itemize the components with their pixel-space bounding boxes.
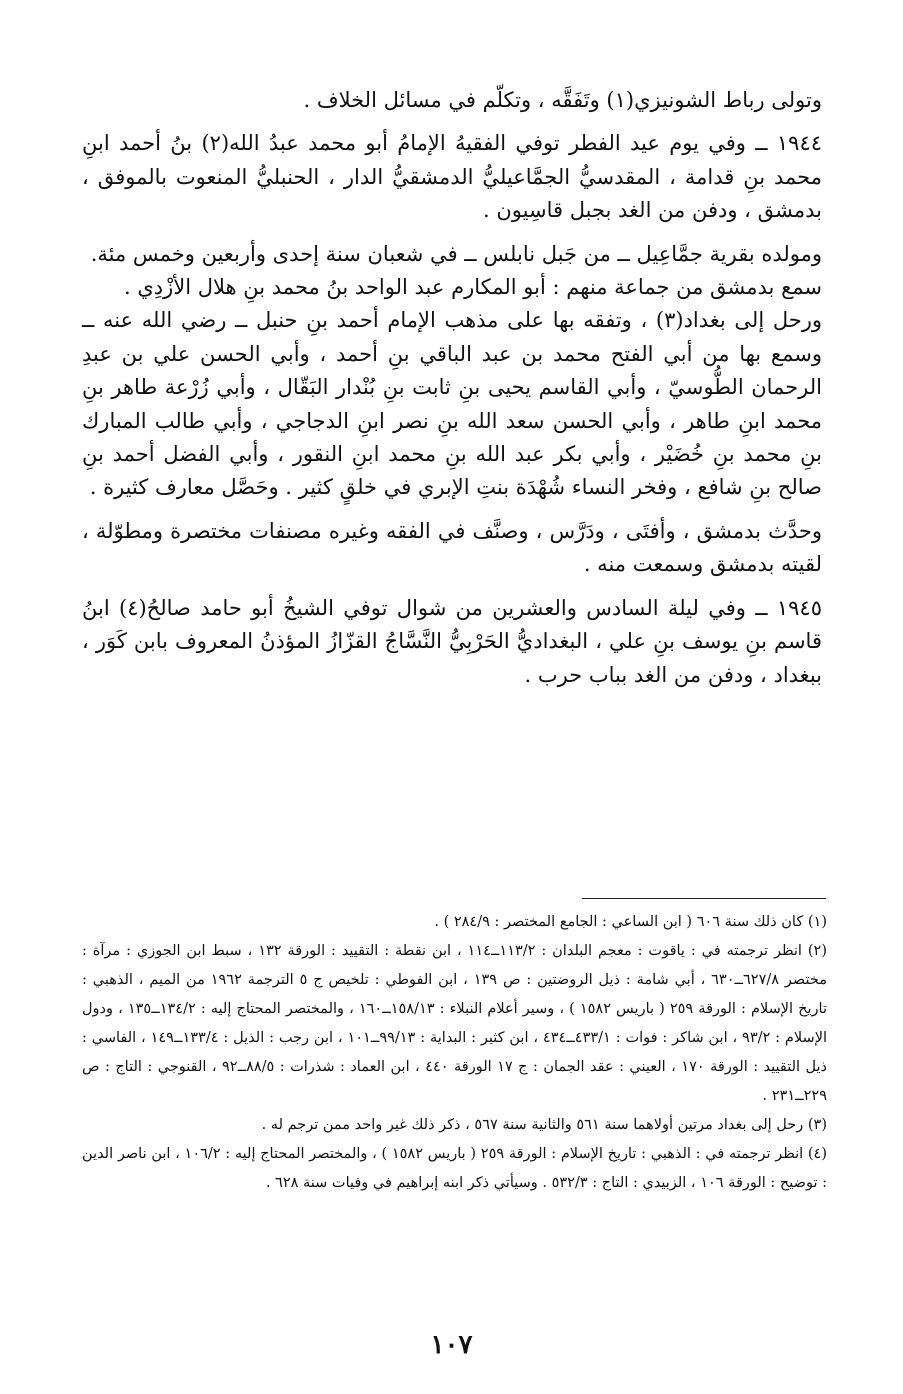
paragraph-entry-1944: ١٩٤٤ ــ وفي يوم عيد الفطر توفي الفقيهُ الإمامُ أبو محمد عبدُ الله(٢) بنُ أحمد ابنِ محمد بنِ قدامة ، المقدسيُّ الجمَّاعيليُّ الدمشقيُّ الدار ، الحنبليُّ المنعوت بالموفق ، بدمشق ، ودفن من الغد بجبل قاسِيون . [82, 131, 823, 223]
footnote-3: (٣) رحل إلى بغداد مرتين أولاهما سنة ٥٦١ والثانية سنة ٥٦٧ ، ذكر ذلك غير واحد ممن ترجم له . [261, 1117, 827, 1133]
paragraph-1: وتولى رباط الشونيزي(١) وتَفَقَّه ، وتكلّم في مسائل الخلاف . [303, 88, 822, 112]
page-number: ١٠٧ [430, 1330, 473, 1360]
footnote-1: (١) كان ذلك سنة ٦٠٦ ( ابن الساعي : الجامع المختصر : ٢٨٤/٩ ) . [434, 914, 827, 930]
footnote-separator [582, 898, 826, 899]
paragraph-teachers: سمع بدمشق من جماعة منهم : أبو المكارم عبد الواحد بنُ محمد بنِ هلال الأزْدِي . [123, 275, 822, 300]
paragraph-teaching: وحدَّث بدمشق ، وأفتَى ، ودَرَّس ، وصنَّف في الفقه وغيره مصنفات مختصرة ومطوّلة ، لقيته بدمشق وسمعت منه . [82, 518, 822, 577]
footnote-2: (٢) انظر ترجمته في : ياقوت : معجم البلدان : ١١٣/٢ــ١١٤ ، ابن نقطة : التقييد : الورقة ١٣٢ ، سبط ابن الجوزي : مرآة : مختصر ٦٢٧/٨ــ٦٣٠ ، أبي شامة : ذيل الروضتين : ص ١٣٩ ، ابن الفوطي : تلخيص ج ٥ الترجمة ١٩٦٢ من الميم ، الذهبي : تاريخ الإسلام : الورقة ٢٥٩ ( باريس ١٥٨٢ ) ، وسير أعلام النبلاء : ١٥٨/١٣ــ١٦٠ ، والمختصر المحتاج إليه : ١٣٤/٢ــ١٣٥ ، ودول الإسلام : ٩٣/٢ ، ابن شاكر : فوات : ٤٣٣/١ــ٤٣٤ ، ابن كثير : البداية : ٩٩/١٣ــ١٠١ ، ابن رجب : الذيل : ١٣٣/٤ــ١٤٩ ، الفاسي : ذيل التقييد : الورقة ١٧٠ ، العيني : عقد الجمان : ج ١٧ الورقة ٤٤٠ ، ابن العماد : شذرات : ٨٨/٥ــ٩٢ ، القنوجي : التاج : ص ٢٢٩ــ٢٣١ . [82, 943, 828, 1104]
paragraph-travel: ورحل إلى بغداد(٣) ، وتفقه بها على مذهب الإمام أحمد بنِ حنبل ــ رضي الله عنه ــ وسمع بها من أبي الفتح محمد بن عبد الباقي بنِ أحمد ، وأبي الحسن علي بن عبدِ الرحمان الطُّوسيّ ، وأبي القاسم يحيى بنِ ثابت بنِ بُنْدار البَقّال ، وأبي زُرْعة طاهر بنِ محمد ابنِ طاهر ، وأبي الحسن سعد الله بنِ نصر ابنِ الدجاجي ، وأبي طالب المبارك بنِ محمد بنِ خُضَيْر ، وأبي بكر عبد الله بنِ محمد ابنِ النقور ، وأبي الفضل أحمد بنِ صالح بنِ شافع ، وفخر النساء شُهْدَة بنتِ الإبري في خلقٍ كثير . وحَصَّل معارف كثيرة . [82, 308, 822, 500]
paragraph-birth: ومولده بقرية جمَّاعِيل ــ من جَبل نابلس ــ في شعبان سنة إحدى وأربعين وخمس مئة. [90, 241, 822, 266]
footnote-4: (٤) انظر ترجمته في : الذهبي : تاريخ الإسلام : الورقة ٢٥٩ ( باريس ١٥٨٢ ) ، والمختصر المحتاج إليه : ١٠٦/٢ ، ابن ناصر الدين : توضيح : الورقة ١٠٦ ، الزبيدي : التاج : ٥٣٢/٣ . وسيأتي ذكر ابنه إبراهيم في وفيات سنة ٦٢٨ . [82, 1146, 827, 1191]
paragraph-entry-1945: ١٩٤٥ ــ وفي ليلة السادس والعشرين من شوال توفي الشيخُ أبو حامد صالحُ(٤) ابنُ قاسم بنِ يوسف بنِ علي ، البغداديُّ الحَرْبِيُّ النَّسَّاجُ القزّازُ المؤذنُ المعروف بابن كَوَر ، ببغداد ، ودفن من الغد بباب حرب . [82, 595, 822, 687]
main-text [82, 84, 822, 692]
footnotes [82, 908, 827, 1198]
